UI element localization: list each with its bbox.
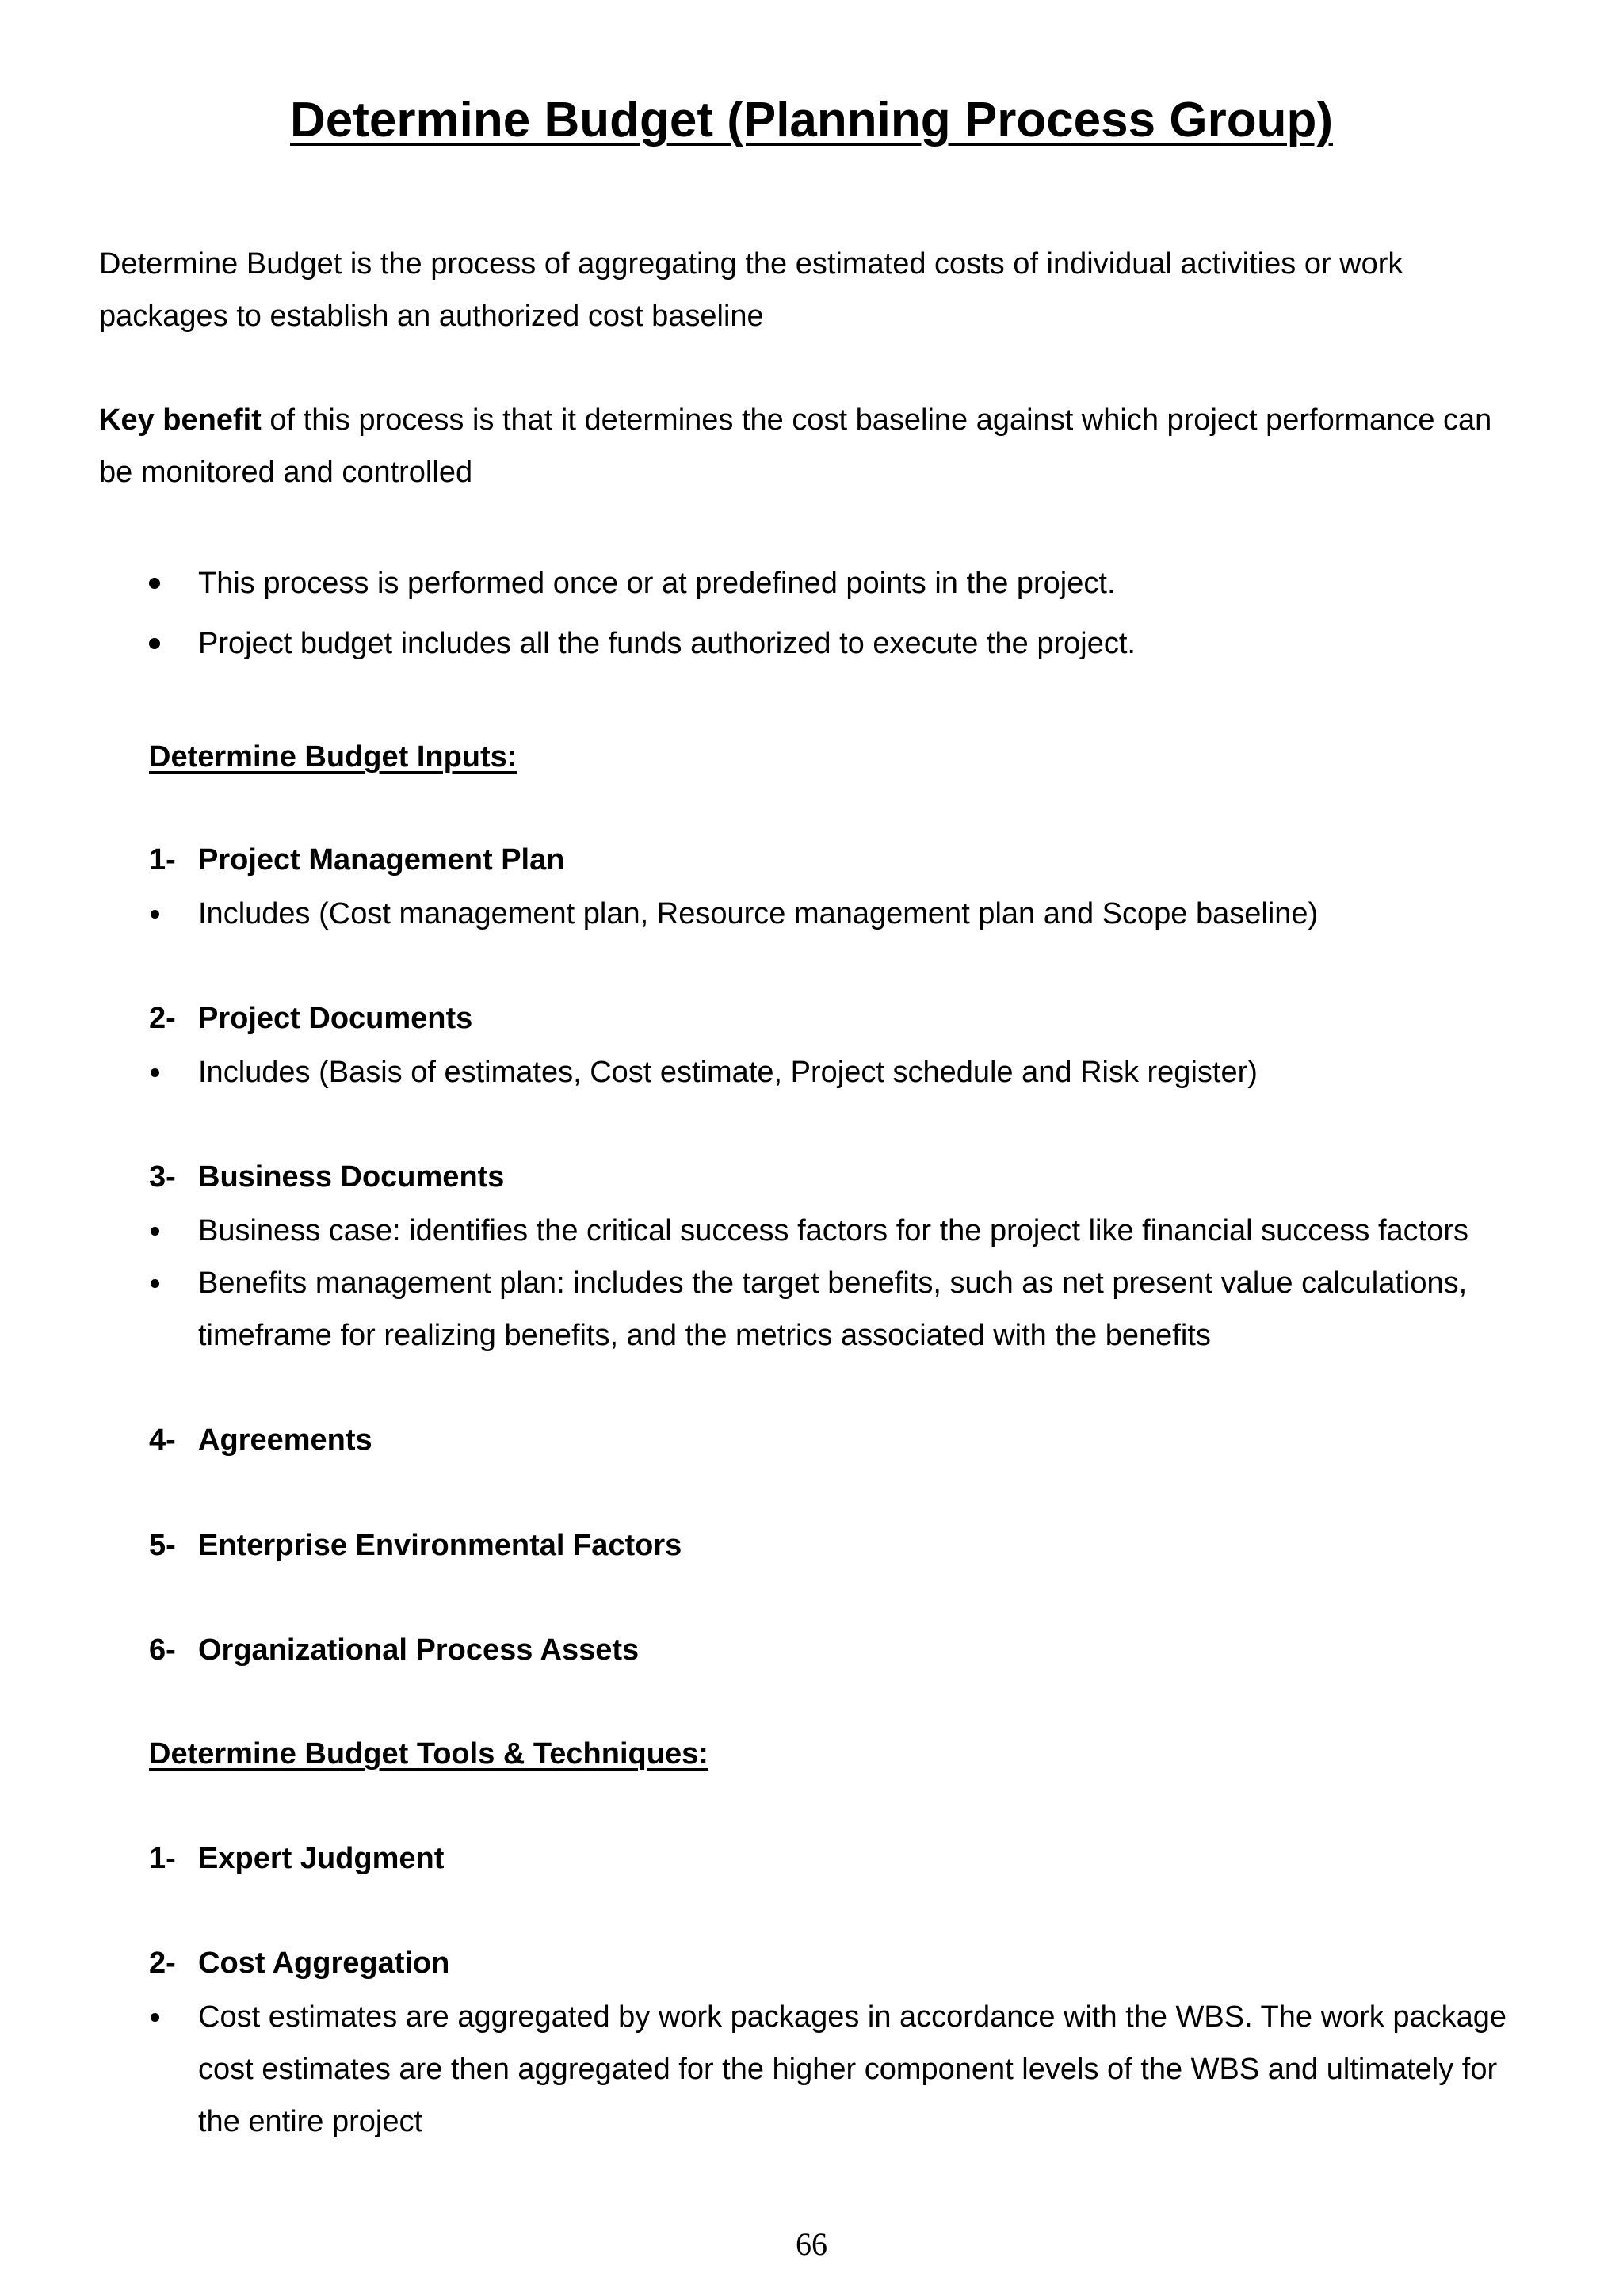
item-label: Enterprise Environmental Factors bbox=[198, 1529, 682, 1562]
bullet-icon bbox=[149, 578, 160, 589]
bullet-icon bbox=[151, 1279, 159, 1288]
item-number: 3- bbox=[149, 1160, 176, 1194]
inputs-heading: Determine Budget Inputs: bbox=[149, 740, 517, 774]
key-benefit-text: of this process is that it determines the cost baseline against which project performance can be monitored and controlled bbox=[99, 403, 1492, 489]
item-label: Business Documents bbox=[198, 1160, 505, 1194]
page-title: Determine Budget (Planning Process Group) bbox=[290, 93, 1333, 147]
list-item bbox=[149, 1991, 1512, 2148]
item-number: 2- bbox=[149, 1946, 176, 1980]
bullet-icon bbox=[149, 638, 160, 649]
list-item bbox=[149, 1257, 1512, 1362]
input-item-enterprise-environmental-factors bbox=[149, 1519, 682, 1572]
item-label: Cost Aggregation bbox=[198, 1946, 450, 1980]
item-label: Agreements bbox=[198, 1423, 372, 1457]
overview-bullet-list bbox=[149, 557, 1512, 670]
bullet-text: Includes (Cost management plan, Resource management plan and Scope baseline) bbox=[198, 897, 1319, 930]
input-item-project-documents bbox=[149, 992, 472, 1045]
tool-2-bullet-list bbox=[149, 1991, 1512, 2148]
item-label: Organizational Process Assets bbox=[198, 1633, 640, 1667]
input-3-bullet-list bbox=[149, 1205, 1512, 1362]
bullet-icon bbox=[151, 1068, 159, 1077]
input-item-project-management-plan bbox=[149, 834, 564, 886]
list-item bbox=[149, 617, 1512, 670]
list-item bbox=[149, 557, 1512, 609]
input-item-organizational-process-assets bbox=[149, 1624, 639, 1676]
bullet-icon bbox=[151, 2013, 159, 2022]
list-item bbox=[149, 1205, 1512, 1257]
intro-paragraph: Determine Budget is the process of aggregating the estimated costs of individual activities or work packages to establish an authorized cost baseline bbox=[99, 247, 1403, 333]
item-number: 1- bbox=[149, 1842, 176, 1875]
tool-item-expert-judgment bbox=[149, 1832, 444, 1885]
bullet-text: Includes (Basis of estimates, Cost estimate, Project schedule and Risk register) bbox=[198, 1056, 1258, 1089]
item-number: 4- bbox=[149, 1423, 176, 1457]
tool-item-cost-aggregation bbox=[149, 1937, 449, 1989]
bullet-icon bbox=[151, 910, 159, 919]
list-item bbox=[149, 1046, 1512, 1098]
item-number: 2- bbox=[149, 1002, 176, 1035]
item-label: Project Documents bbox=[198, 1002, 473, 1035]
item-label: Expert Judgment bbox=[198, 1842, 445, 1875]
bullet-text: Business case: identifies the critical success factors for the project like financial success factors bbox=[198, 1214, 1469, 1247]
key-benefit-paragraph bbox=[99, 394, 1526, 499]
input-1-bullet-list bbox=[149, 888, 1512, 940]
key-benefit-label: Key benefit bbox=[99, 403, 262, 437]
item-number: 5- bbox=[149, 1529, 176, 1562]
list-item bbox=[149, 888, 1512, 940]
page-number: 66 bbox=[796, 2226, 827, 2262]
bullet-icon bbox=[151, 1227, 159, 1236]
bullet-text: Benefits management plan: includes the target benefits, such as net present value calculations, timeframe for realizing benefits, and the metrics associated with the benefits bbox=[198, 1266, 1468, 1352]
item-number: 1- bbox=[149, 843, 176, 877]
item-label: Project Management Plan bbox=[198, 843, 565, 877]
input-item-agreements bbox=[149, 1414, 372, 1466]
bullet-text: Project budget includes all the funds authorized to execute the project. bbox=[198, 627, 1136, 660]
item-number: 6- bbox=[149, 1633, 176, 1667]
bullet-text: This process is performed once or at predefined points in the project. bbox=[198, 567, 1116, 600]
input-item-business-documents bbox=[149, 1151, 504, 1203]
tools-heading: Determine Budget Tools & Techniques: bbox=[149, 1737, 708, 1771]
bullet-text: Cost estimates are aggregated by work packages in accordance with the WBS. The work package cost estimates are then aggregated for the higher component levels of the WBS and ultimately for the entire project bbox=[198, 2000, 1507, 2138]
input-2-bullet-list bbox=[149, 1046, 1512, 1098]
